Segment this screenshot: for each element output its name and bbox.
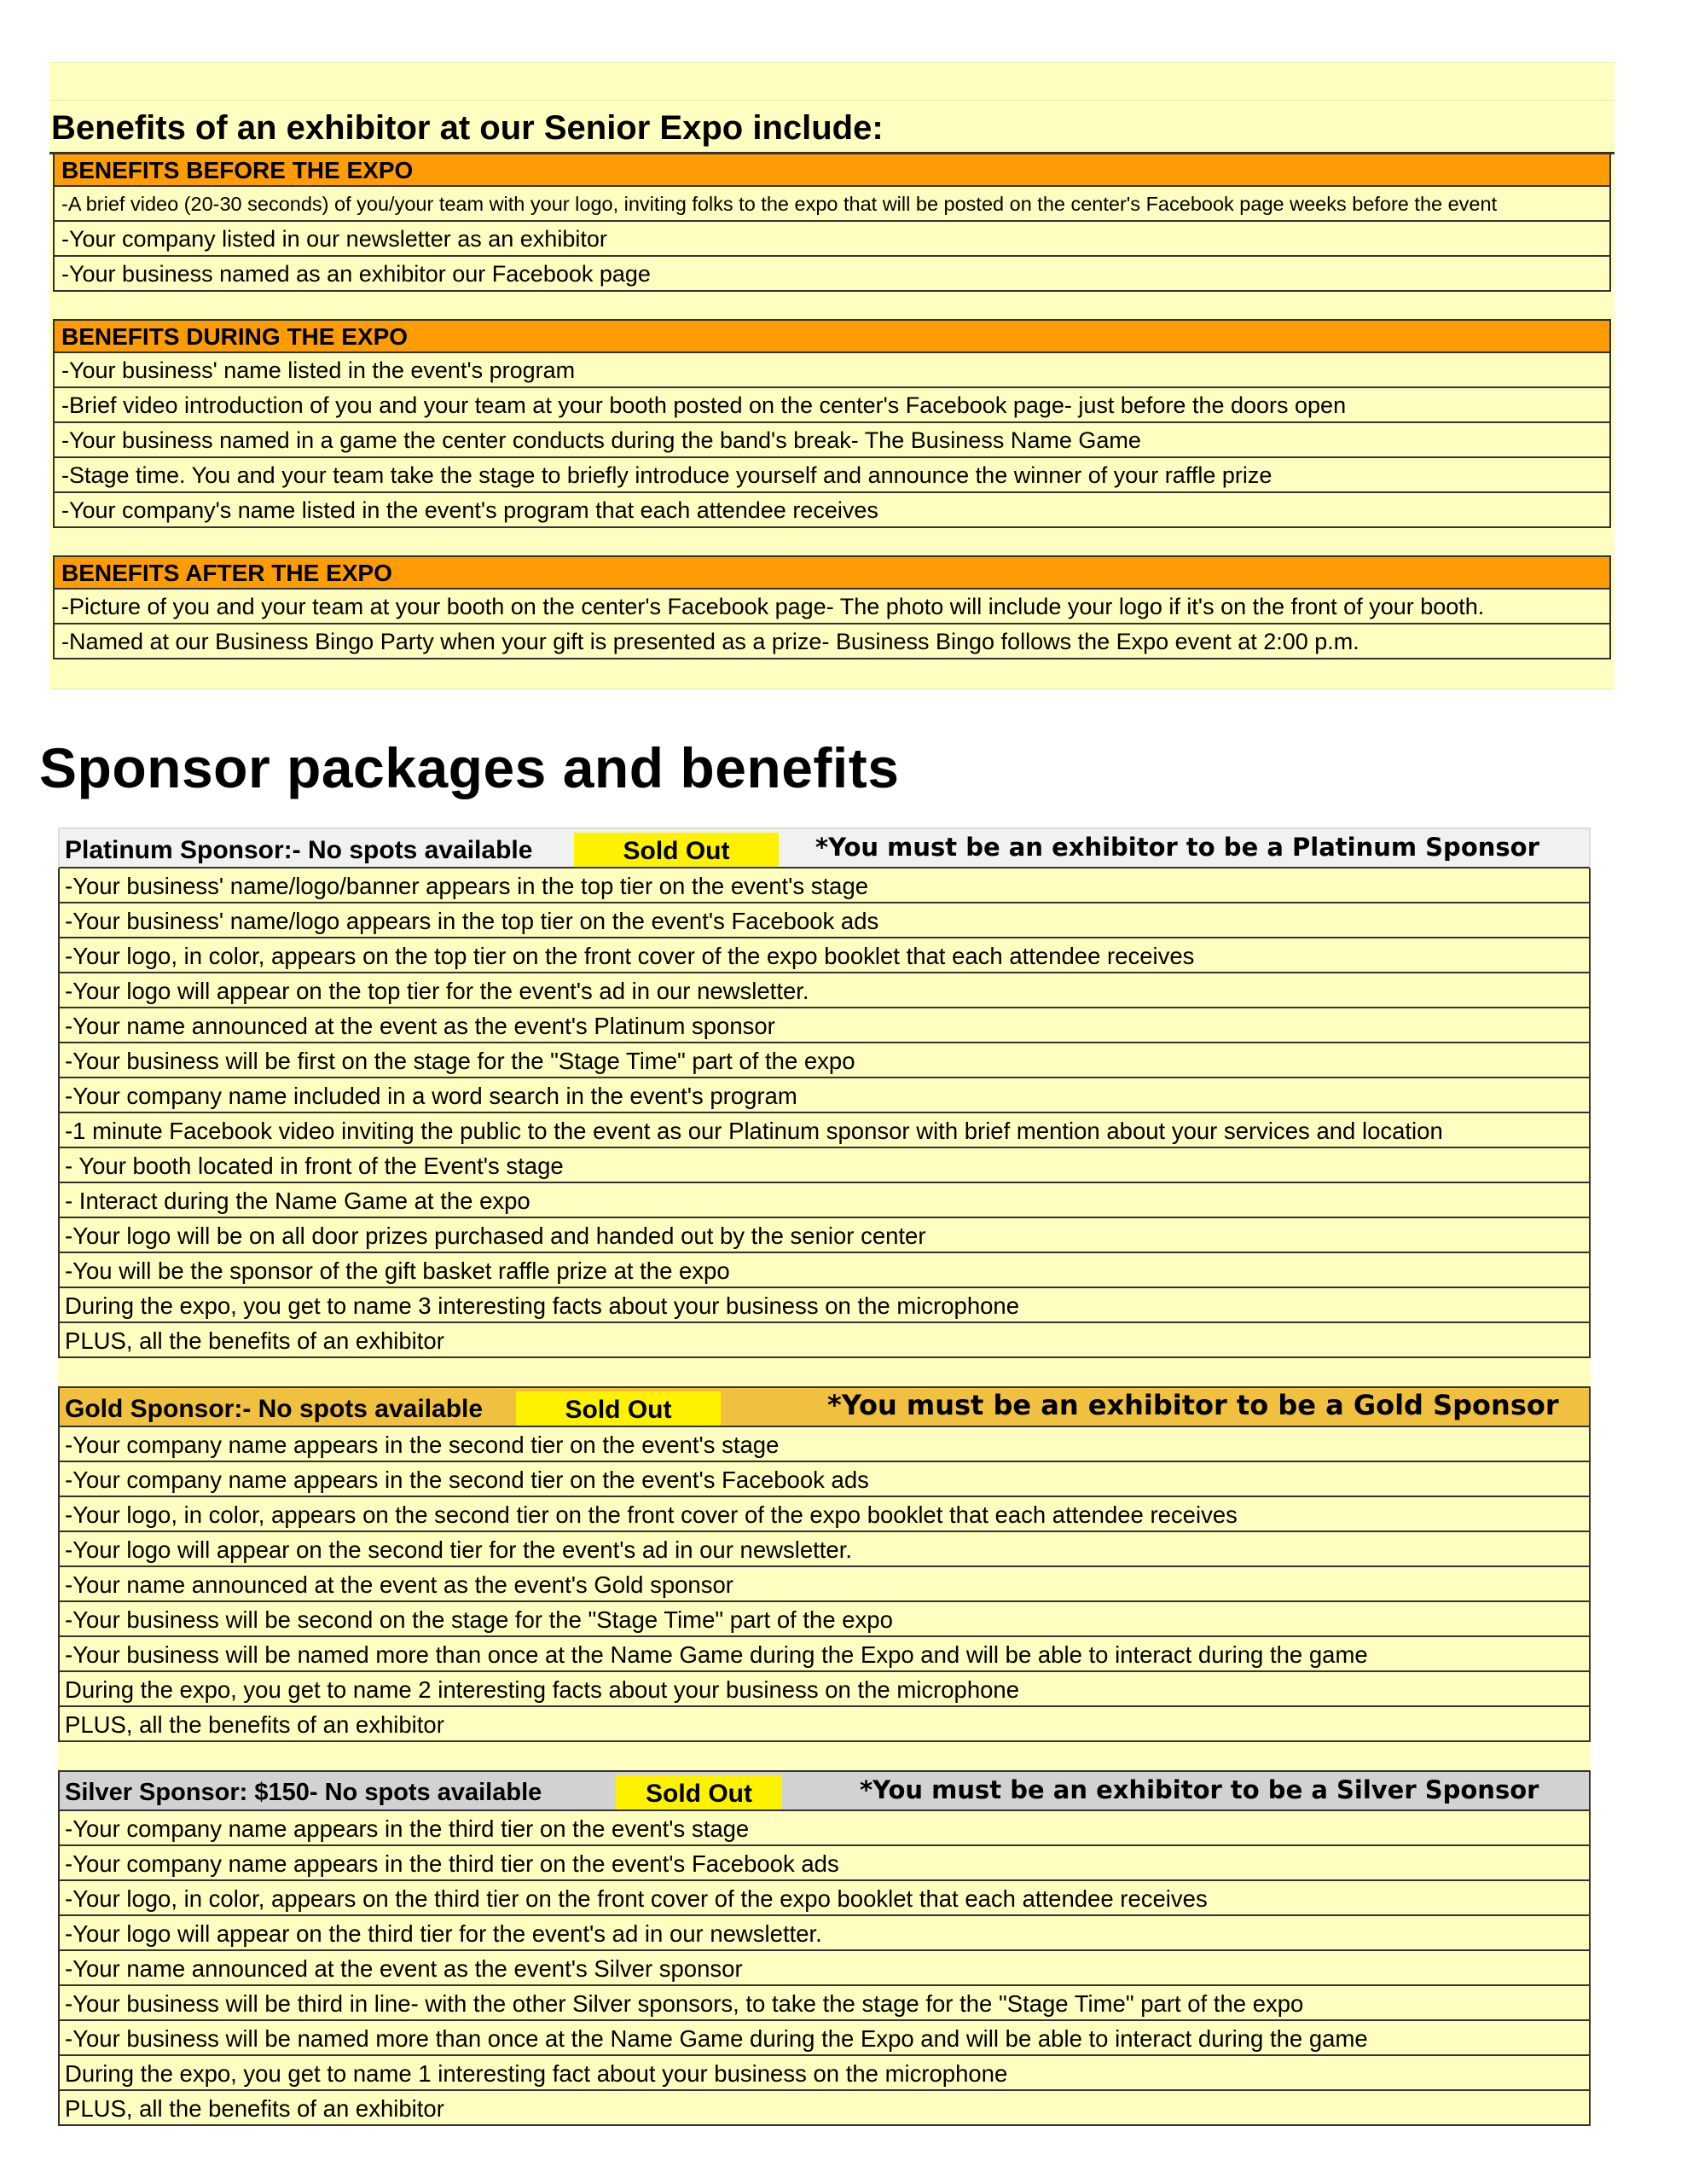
benefit-item: -Stage time. You and your team take the stage to briefly introduce yourself and announce the winner of your raffle prize (53, 458, 1611, 493)
gold-note: *You must be an exhibitor to be a Gold Sponsor (827, 1389, 1559, 1421)
silver-benefits-list (58, 1811, 1591, 2126)
silver-benefit-item: -Your company name appears in the third tier on the event's Facebook ads (58, 1846, 1591, 1881)
silver-benefit-item: -Your company name appears in the third tier on the event's stage (58, 1811, 1591, 1846)
exhibitor-title: Benefits of an exhibitor at our Senior Expo include: (49, 101, 1615, 154)
spacer-row (49, 292, 1615, 319)
benefit-item: -Picture of you and your team at your booth on the center's Facebook page- The photo will include your logo if it's on the front of your booth. (53, 590, 1611, 624)
silver-sold-out-badge: Sold Out (616, 1775, 782, 1809)
silver-benefit-item: -Your logo will appear on the third tier for the event's ad in our newsletter. (58, 1916, 1591, 1951)
benefit-item: -Your business named as an exhibitor our Facebook page (53, 257, 1611, 292)
benefit-item: -Your company's name listed in the event's program that each attendee receives (53, 493, 1611, 528)
spacer-row (49, 659, 1615, 689)
benefit-item: -A brief video (20-30 seconds) of you/your team with your logo, inviting folks to the expo that will be posted on the center's Facebook page weeks before the event (53, 187, 1611, 222)
silver-benefit-item: During the expo, you get to name 1 interesting fact about your business on the microphone (58, 2056, 1591, 2091)
sponsor-packages-section (58, 828, 1591, 2126)
gold-name: Gold Sponsor:- No spots available (65, 1395, 484, 1423)
silver-benefit-item: -Your logo, in color, appears on the third tier on the front cover of the expo booklet that each attendee receives (58, 1881, 1591, 1916)
platinum-benefit-item: -Your logo will appear on the top tier for the event's ad in our newsletter. (58, 973, 1591, 1008)
platinum-benefit-item: -Your company name included in a word search in the event's program (58, 1078, 1591, 1113)
platinum-benefit-item: -Your logo, in color, appears on the top tier on the front cover of the expo booklet that each attendee receives (58, 938, 1591, 973)
platinum-note: *You must be an exhibitor to be a Platinum Sponsor (815, 833, 1539, 862)
spacer-row (49, 528, 1615, 555)
platinum-benefit-item: -Your business' name/logo/banner appears in the top tier on the event's stage (58, 868, 1591, 903)
silver-benefit-item: -Your business will be named more than once at the Name Game during the Expo and will be able to interact during the game (58, 2021, 1591, 2056)
gold-benefit-item: -Your business will be named more than once at the Name Game during the Expo and will be able to interact during the game (58, 1637, 1591, 1672)
gold-benefit-item: PLUS, all the benefits of an exhibitor (58, 1707, 1591, 1742)
benefit-item: -Your business named in a game the center conducts during the band's break- The Business Name Game (53, 423, 1611, 458)
gold-benefit-item: -Your business will be second on the stage for the "Stage Time" part of the expo (58, 1602, 1591, 1637)
silver-benefit-item: -Your business will be third in line- with the other Silver sponsors, to take the stage for the "Stage Time" part of the expo (58, 1986, 1591, 2021)
benefits-during-heading: BENEFITS DURING THE EXPO (53, 319, 1611, 353)
gold-benefit-item: -Your company name appears in the second tier on the event's Facebook ads (58, 1462, 1591, 1497)
silver-name: Silver Sponsor: $150- No spots available (65, 1779, 542, 1806)
gold-benefit-item: -Your logo, in color, appears on the second tier on the front cover of the expo booklet that each attendee receives (58, 1497, 1591, 1532)
platinum-benefit-item: -Your business' name/logo appears in the top tier on the event's Facebook ads (58, 903, 1591, 938)
gold-benefit-item: -Your logo will appear on the second tier for the event's ad in our newsletter. (58, 1532, 1591, 1567)
silver-benefit-item: PLUS, all the benefits of an exhibitor (58, 2091, 1591, 2126)
exhibitor-benefits-section (49, 62, 1615, 689)
benefit-item: -Your company listed in our newsletter as an exhibitor (53, 222, 1611, 257)
spacer-row (58, 1742, 1591, 1770)
benefit-item: -Your business' name listed in the event's program (53, 353, 1611, 388)
platinum-benefit-item: PLUS, all the benefits of an exhibitor (58, 1323, 1591, 1358)
platinum-benefit-item: - Your booth located in front of the Event's stage (58, 1148, 1591, 1183)
gold-benefits-list (58, 1427, 1591, 1742)
platinum-benefit-item: -Your business will be first on the stage for the "Stage Time" part of the expo (58, 1043, 1591, 1078)
platinum-sold-out-badge: Sold Out (574, 833, 779, 867)
spacer-row (58, 1358, 1591, 1386)
gold-benefit-item: -Your company name appears in the second tier on the event's stage (58, 1427, 1591, 1462)
gold-header (58, 1386, 1591, 1427)
platinum-benefit-item: During the expo, you get to name 3 interesting facts about your business on the microphone (58, 1288, 1591, 1323)
gold-sold-out-badge: Sold Out (516, 1391, 721, 1426)
gold-benefit-item: -Your name announced at the event as the event's Gold sponsor (58, 1567, 1591, 1602)
platinum-benefit-item: -1 minute Facebook video inviting the public to the event as our Platinum sponsor with brief mention about your services and location (58, 1113, 1591, 1148)
silver-note: *You must be an exhibitor to be a Silver Sponsor (860, 1775, 1539, 1804)
sponsor-title: Sponsor packages and benefits (39, 736, 900, 799)
silver-benefit-item: -Your name announced at the event as the event's Silver sponsor (58, 1951, 1591, 1986)
benefit-item: -Brief video introduction of you and your team at your booth posted on the center's Facebook page- just before the doors open (53, 388, 1611, 423)
platinum-header (58, 828, 1591, 868)
platinum-benefits-list (58, 868, 1591, 1358)
platinum-benefit-item: - Interact during the Name Game at the expo (58, 1183, 1591, 1218)
platinum-name: Platinum Sponsor:- No spots available (65, 836, 533, 864)
gold-benefit-item: During the expo, you get to name 2 interesting facts about your business on the microphone (58, 1672, 1591, 1707)
platinum-benefit-item: -You will be the sponsor of the gift basket raffle prize at the expo (58, 1253, 1591, 1288)
platinum-benefit-item: -Your logo will be on all door prizes purchased and handed out by the senior center (58, 1218, 1591, 1253)
benefit-item: -Named at our Business Bingo Party when your gift is presented as a prize- Business Bingo follows the Expo event at 2:00 p.m. (53, 624, 1611, 659)
silver-header (58, 1770, 1591, 1811)
spacer-row (49, 62, 1615, 101)
platinum-benefit-item: -Your name announced at the event as the event's Platinum sponsor (58, 1008, 1591, 1043)
benefits-before-heading: BENEFITS BEFORE THE EXPO (53, 154, 1611, 187)
benefits-after-heading: BENEFITS AFTER THE EXPO (53, 555, 1611, 590)
